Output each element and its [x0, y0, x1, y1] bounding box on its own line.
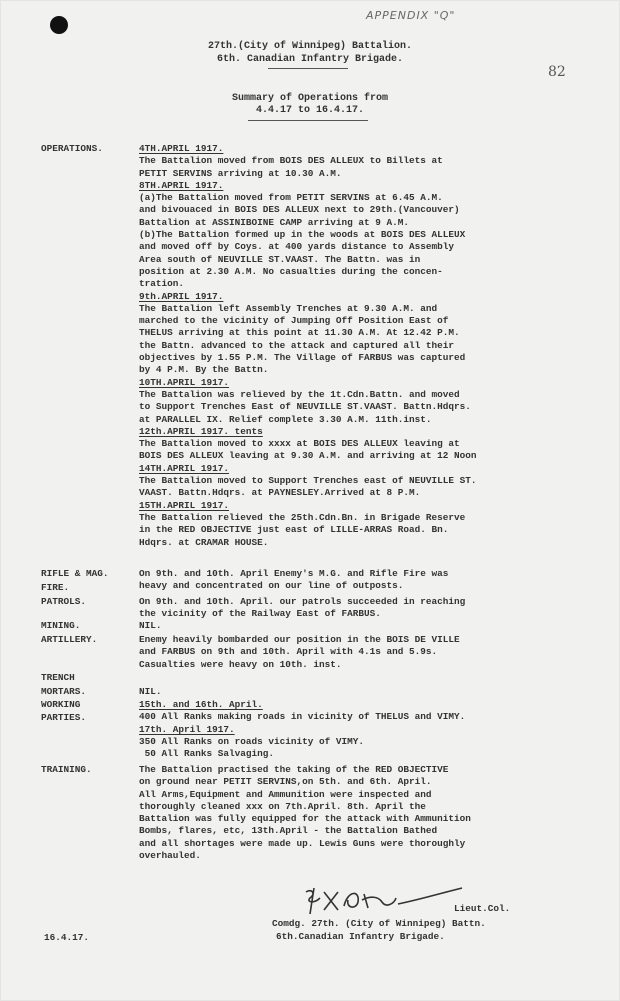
operations-line: The Battalion relieved the 25th.Cdn.Bn. in Brigade Reserve — [139, 511, 466, 523]
summary-title: Summary of Operations from — [231, 93, 389, 104]
date-heading: 15TH.APRIL 1917. — [139, 499, 230, 511]
operations-line: The Battalion was relieved by the 1t.Cdn.Battn. and moved — [139, 388, 460, 400]
operations-line: The Battalion left Assembly Trenches at 9.30 A.M. and — [139, 302, 438, 314]
operations-line: and bivouaced in BOIS DES ALLEUX next to 29th.(Vancouver) — [139, 204, 460, 216]
date-heading: 17th. April 1917. — [139, 723, 235, 735]
operations-line: BOIS DES ALLEUX leaving at 9.30 A.M. and arriving at 12 Noon — [139, 450, 477, 462]
header-divider — [268, 68, 348, 69]
signatory-command: Comdg. 27th. (City of Winnipeg) Battn. — [272, 918, 486, 929]
label-mining: MINING. — [41, 620, 81, 631]
artillery-line: and FARBUS on 9th and 10th. April with 4.1s and 5.9s. — [139, 646, 438, 658]
patrols-line: On 9th. and 10th. April. our patrols succeeded in reaching — [139, 596, 466, 607]
trench-mortars-text: NIL. — [139, 686, 162, 697]
operations-text — [139, 143, 477, 549]
label-trench: TRENCH — [41, 672, 75, 683]
artillery-line: Enemy heavily bombarded our position in the BOIS DE VILLE — [139, 634, 460, 645]
operations-line: tration. — [139, 278, 185, 290]
training-line: and all shortages were made up. Lewis Guns were thoroughly — [139, 837, 466, 849]
training-line: thoroughly cleaned xxx on 7th.April. 8th. April the — [139, 800, 426, 812]
signatory-rank: Lieut.Col. — [454, 903, 511, 914]
operations-line: and moved off by Coys. at 400 yards distance to Assembly — [139, 241, 455, 253]
date-heading: 10TH.APRIL 1917. — [139, 376, 230, 388]
operations-line: The Battalion moved to xxxx at BOIS DES ALLEUX leaving at — [139, 438, 460, 450]
operations-line: The Battalion moved from BOIS DES ALLEUX to Billets at — [139, 155, 443, 167]
operations-line: objectives by 1.55 P.M. The Village of FARBUS was captured — [139, 352, 466, 364]
working-line: 350 All Ranks on roads vicinity of VIMY. — [139, 735, 365, 747]
working-line: 50 All Ranks Salvaging. — [139, 748, 275, 760]
rifle-text — [139, 568, 448, 593]
operations-line: (a)The Battalion moved from PETIT SERVINS at 6.45 A.M. — [139, 192, 443, 204]
appendix-note: APPENDIX "Q" — [366, 9, 456, 22]
artillery-line: Casualties were heavy on 10th. inst. — [139, 658, 342, 670]
date-heading: 4TH.APRIL 1917. — [139, 143, 224, 154]
patrols-text — [139, 596, 465, 621]
operations-line: THELUS arriving at this point at 11.30 A.M. At 12.42 P.M. — [139, 327, 460, 339]
label-artillery: ARTILLERY. — [41, 634, 98, 645]
training-line: on ground near PETIT SERVINS,on 5th. and 6th. April. — [139, 776, 432, 788]
operations-line: position at 2.30 A.M. No casualties during the concen- — [139, 265, 443, 277]
operations-line: to Support Trenches East of NEUVILLE ST.VAAST. Battn.Hdqrs. — [139, 401, 471, 413]
working-line: 400 All Ranks making roads in vicinity of THELUS and VIMY. — [139, 711, 466, 723]
header-battalion: 27th.(City of Winnipeg) Battalion. — [207, 41, 413, 52]
signatory-brigade: 6th.Canadian Infantry Brigade. — [276, 931, 445, 942]
label-operations: OPERATIONS. — [41, 143, 103, 154]
date-heading: 9th.APRIL 1917. — [139, 290, 224, 302]
operations-line: Area south of NEUVILLE ST.VAAST. The Battn. was in — [139, 253, 421, 265]
punch-hole — [50, 16, 68, 34]
working-parties-text — [139, 699, 465, 760]
operations-line: marched to the vicinity of Jumping Off Position East of — [139, 315, 449, 327]
document-date: 16.4.17. — [44, 932, 90, 943]
operations-line: in the RED OBJECTIVE just east of LILLE-ARRAS Road. Bn. — [139, 524, 449, 536]
operations-line: the Battn. advanced to the attack and captured all their — [139, 339, 455, 351]
rifle-line: On 9th. and 10th. April Enemy's M.G. and Rifle Fire was — [139, 568, 449, 579]
label-training: TRAINING. — [41, 764, 92, 775]
date-heading: 14TH.APRIL 1917. — [139, 462, 230, 474]
rifle-line: heavy and concentrated on our line of outposts. — [139, 580, 404, 592]
operations-line: (b)The Battalion formed up in the woods at BOIS DES ALLEUX — [139, 229, 466, 241]
training-line: Battalion was fully equipped for the attack with Ammunition — [139, 813, 471, 825]
label-mortars: MORTARS. — [41, 686, 87, 697]
operations-line: at PARALLEL IX. Relief complete 3.30 A.M. 11th.inst. — [139, 413, 432, 425]
operations-line: PETIT SERVINS arriving at 10.30 A.M. — [139, 167, 342, 179]
date-heading: 12th.APRIL 1917. tents — [139, 425, 263, 437]
mining-text: NIL. — [139, 620, 162, 631]
operations-line: VAAST. Battn.Hdqrs. at PAYNESLEY.Arrived at 8 P.M. — [139, 487, 421, 499]
header-brigade: 6th. Canadian Infantry Brigade. — [216, 54, 404, 65]
patrols-line: the vicinity of the Railway East of FARBUS. — [139, 608, 381, 620]
label-rifle: RIFLE & MAG. — [41, 568, 109, 579]
operations-line: The Battalion moved to Support Trenches east of NEUVILLE ST. — [139, 475, 477, 487]
date-heading: 15th. and 16th. April. — [139, 699, 263, 710]
page-number: 82 — [548, 64, 566, 80]
label-working: WORKING — [41, 699, 81, 710]
title-divider — [248, 120, 368, 121]
label-patrols: PATROLS. — [41, 596, 87, 607]
artillery-text — [139, 634, 460, 671]
operations-line: by 4 P.M. By the Battn. — [139, 364, 269, 376]
date-heading: 8TH.APRIL 1917. — [139, 179, 224, 191]
operations-line: Battalion at ASSINIBOINE CAMP arriving at 9 A.M. — [139, 216, 410, 228]
training-line: All Arms,Equipment and Ammunition were inspected and — [139, 788, 432, 800]
training-line: overhauled. — [139, 850, 201, 862]
operations-line: Hdqrs. at CRAMAR HOUSE. — [139, 536, 269, 548]
training-line: The Battalion practised the taking of the RED OBJECTIVE — [139, 764, 449, 775]
label-parties: PARTIES. — [41, 712, 87, 723]
label-fire: FIRE. — [41, 582, 70, 593]
training-line: Bombs, flares, etc, 13th.April - the Battalion Bathed — [139, 825, 438, 837]
summary-dates: 4.4.17 to 16.4.17. — [255, 105, 365, 116]
training-text — [139, 764, 471, 862]
